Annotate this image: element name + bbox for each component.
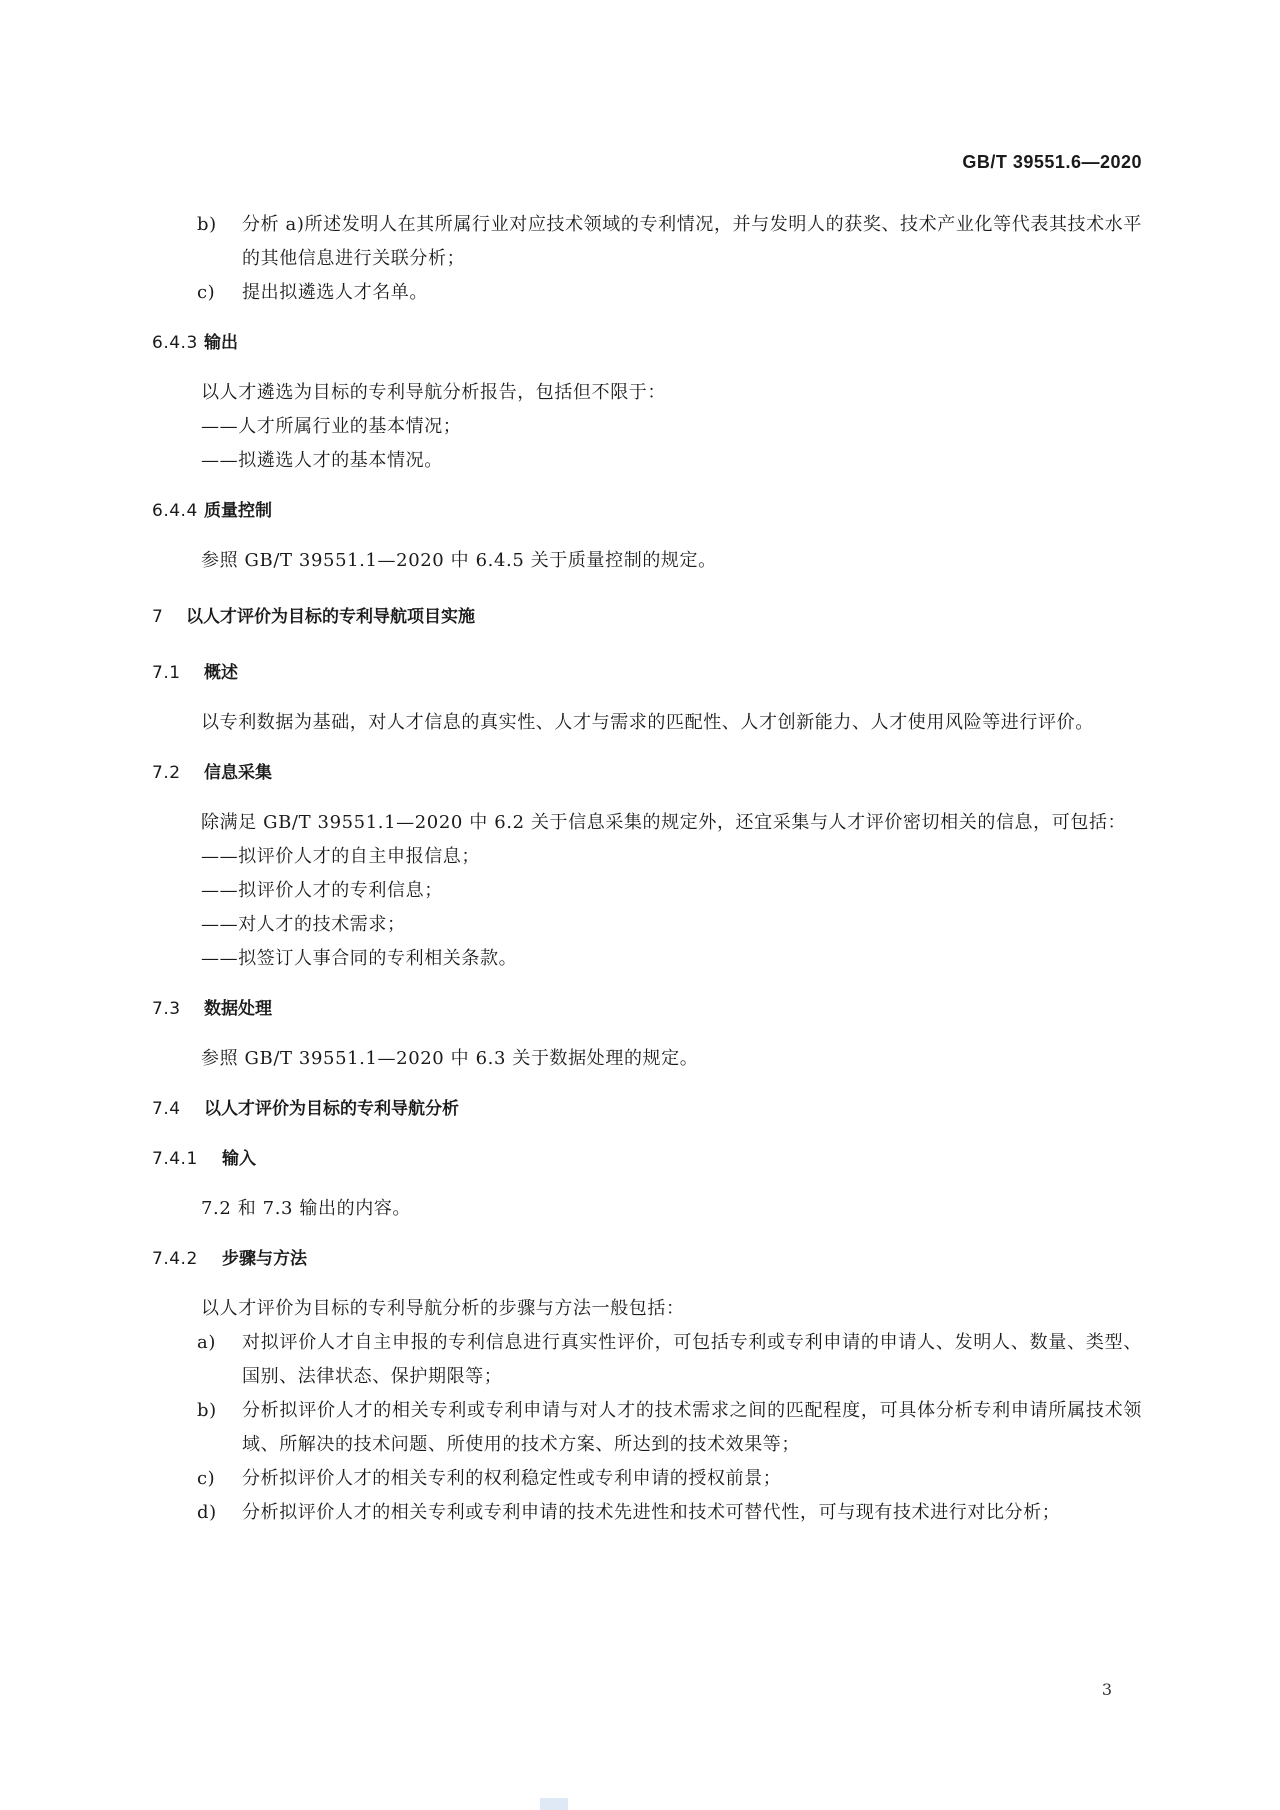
section-title: 以人才评价为目标的专利导航项目实施	[186, 607, 475, 627]
list-item-text: 提出拟遴选人才名单。	[242, 282, 428, 303]
dash-list-item: ——对人才的技术需求；	[201, 914, 406, 935]
dash-list-item: ——拟评价人才的自主申报信息；	[201, 846, 480, 867]
list-marker: b)	[197, 1400, 217, 1421]
dash-list-item: ——人才所属行业的基本情况；	[201, 416, 462, 437]
section-number: 7.4.1	[152, 1149, 198, 1169]
paragraph: 以人才遴选为目标的专利导航分析报告，包括但不限于：	[201, 382, 666, 403]
section-heading-7-4	[152, 1092, 1142, 1126]
section-number: 7.3	[152, 999, 181, 1019]
list-marker: b)	[197, 214, 217, 235]
section-title: 信息采集	[204, 763, 272, 783]
list-item-text: 分析拟评价人才的相关专利或专利申请的技术先进性和技术可替代性，可与现有技术进行对比分析；	[242, 1502, 1061, 1523]
list-item	[152, 276, 1142, 310]
paragraph: 以人才评价为目标的专利导航分析的步骤与方法一般包括：	[201, 1298, 685, 1319]
list-item	[152, 1496, 1142, 1530]
scan-mark	[540, 1798, 568, 1810]
section-number: 6.4.3	[152, 333, 198, 353]
section-heading-7	[152, 600, 1142, 634]
section-heading-6-4-3	[152, 326, 1142, 360]
list-marker: c)	[197, 282, 216, 303]
section-number: 6.4.4	[152, 501, 198, 521]
section-title: 输出	[204, 333, 238, 353]
list-item-text: 分析拟评价人才的相关专利的权利稳定性或专利申请的授权前景；	[242, 1468, 782, 1489]
paragraph: 7.2 和 7.3 输出的内容。	[201, 1198, 412, 1219]
page-number: 3	[1101, 1680, 1112, 1699]
paragraph: 除满足 GB/T 39551.1—2020 中 6.2 关于信息采集的规定外，还宜采集与人才评价密切相关的信息，可包括：	[201, 812, 1127, 833]
section-title: 步骤与方法	[222, 1249, 307, 1269]
section-title: 数据处理	[204, 999, 272, 1019]
section-number: 7.2	[152, 763, 181, 783]
list-marker: c)	[197, 1468, 216, 1489]
document-code: GB/T 39551.6—2020	[962, 152, 1142, 172]
page-content	[152, 208, 1142, 1530]
section-title: 概述	[204, 663, 238, 683]
dash-list-item: ——拟签订人事合同的专利相关条款。	[201, 948, 518, 969]
list-item	[152, 1326, 1142, 1394]
section-title: 质量控制	[204, 501, 272, 521]
section-title: 以人才评价为目标的专利导航分析	[204, 1099, 459, 1119]
paragraph: 参照 GB/T 39551.1—2020 中 6.4.5 关于质量控制的规定。	[201, 550, 717, 571]
section-heading-7-3	[152, 992, 1142, 1026]
list-item	[152, 1394, 1142, 1462]
list-marker: d)	[197, 1502, 217, 1523]
section-heading-7-2	[152, 756, 1142, 790]
list-item-text: 对拟评价人才自主申报的专利信息进行真实性评价，可包括专利或专利申请的申请人、发明人、数量、类型、国别、法律状态、保护期限等；	[242, 1332, 1142, 1387]
dash-list-item: ——拟评价人才的专利信息；	[201, 880, 443, 901]
paragraph: 参照 GB/T 39551.1—2020 中 6.3 关于数据处理的规定。	[201, 1048, 699, 1069]
dash-list-item: ——拟遴选人才的基本情况。	[201, 450, 443, 471]
list-marker: a)	[197, 1332, 216, 1353]
list-item-text: 分析 a)所述发明人在其所属行业对应技术领域的专利情况，并与发明人的获奖、技术产业化等代表其技术水平的其他信息进行关联分析；	[242, 214, 1142, 269]
section-heading-7-4-1	[152, 1142, 1142, 1176]
section-number: 7.4.2	[152, 1249, 198, 1269]
section-title: 输入	[222, 1149, 256, 1169]
section-heading-7-1	[152, 656, 1142, 690]
section-heading-6-4-4	[152, 494, 1142, 528]
paragraph: 以专利数据为基础，对人才信息的真实性、人才与需求的匹配性、人才创新能力、人才使用风险等进行评价。	[201, 712, 1094, 733]
section-number: 7.4	[152, 1099, 181, 1119]
list-item-text: 分析拟评价人才的相关专利或专利申请与对人才的技术需求之间的匹配程度，可具体分析专利申请所属技术领域、所解决的技术问题、所使用的技术方案、所达到的技术效果等；	[242, 1400, 1142, 1455]
section-heading-7-4-2	[152, 1242, 1142, 1276]
list-item	[152, 208, 1142, 276]
section-number: 7.1	[152, 663, 181, 683]
list-item	[152, 1462, 1142, 1496]
section-number: 7	[152, 607, 164, 627]
